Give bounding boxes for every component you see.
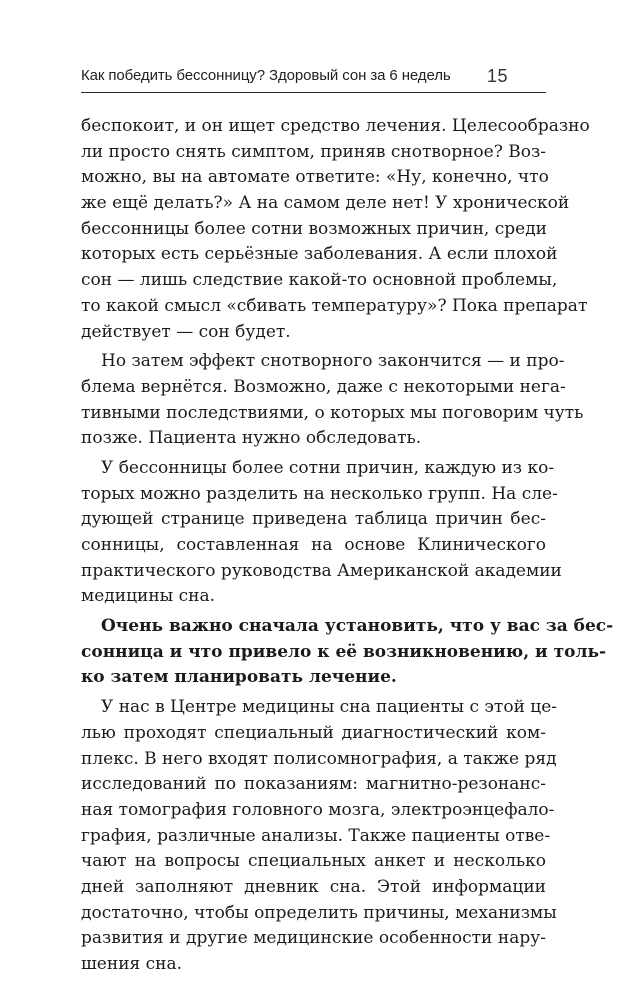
text-line: достаточно, чтобы определить причины, механизмы [81, 902, 557, 923]
text-line: можно, вы на автомате ответите: «Ну, конечно, что [81, 167, 549, 188]
text-line: то какой смысл «сбивать температуру»? Пока препарат [81, 295, 588, 316]
text-line: сон — лишь следствие какой-то основной проблемы, [81, 270, 558, 291]
text-line: У нас в Центре медицины сна пациенты с этой це- [101, 697, 558, 718]
text-line: плекс. В него входят полисомнография, а также ряд [81, 748, 557, 769]
text-line: чают на вопросы специальных анкет и несколько [81, 851, 546, 872]
text-line: тивными последствиями, о которых мы поговорим чуть [81, 402, 584, 423]
text-line: же ещё делать?» А на самом деле нет! У хронической [81, 193, 570, 214]
text-line: беспокоит, и он ищет средство лечения. Целесообразно [81, 116, 590, 136]
text-line: развития и другие медицинские особенности нару- [81, 928, 546, 949]
text-line: шения сна. [81, 954, 183, 974]
text-line: практического руководства Американской академии [81, 560, 562, 581]
text-line: ная томография головного мозга, электроэнцефало- [81, 799, 555, 820]
text-line: блема вернётся. Возможно, даже с некоторыми нега- [81, 376, 566, 397]
text-line: графия, различные анализы. Также пациенты отве- [81, 825, 551, 846]
text-line: позже. Пациента нужно обследовать. [81, 428, 422, 449]
text-line: Но затем эффект снотворного закончится — и про- [101, 351, 565, 372]
text-line: У бессонницы более сотни причин, каждую из ко- [101, 457, 555, 478]
text-line: которых есть серьёзные заболевания. А если плохой [81, 244, 558, 265]
text-line: ли просто снять симптом, приняв снотворное? Воз- [81, 141, 546, 162]
text-line: действует — сон будет. [81, 321, 291, 342]
text-line: дующей странице приведена таблица причин бес- [81, 509, 546, 530]
text-line: сонницы, составленная на основе Клинического [81, 535, 546, 555]
text-line: дней заполняют дневник сна. Этой информации [81, 876, 546, 897]
paragraph-1 [81, 114, 590, 345]
running-title: Как победить бессонницу? Здоровый сон за 6 недель [81, 67, 451, 84]
page-number: 15 [487, 66, 509, 86]
paragraph-2 [81, 349, 584, 452]
emphasis-paragraph [81, 614, 614, 691]
text-line: сонница и что привело к её возникновению, и толь- [81, 641, 607, 662]
text-line: торых можно разделить на несколько групп. На сле- [81, 483, 558, 504]
text-line: бессонницы более сотни возможных причин, среди [81, 218, 547, 239]
text-line: медицины сна. [81, 586, 215, 607]
text-line: исследований по показаниям: магнитно-резонанс- [81, 774, 546, 795]
text-line: лью проходят специальный диагностический ком- [81, 722, 546, 743]
paragraph-3 [81, 456, 562, 610]
body-text [81, 114, 614, 978]
running-head [81, 66, 546, 93]
text-line: Очень важно сначала установить, что у вас за бес- [101, 616, 614, 637]
text-line: ко затем планировать лечение. [81, 667, 397, 688]
paragraph-5 [81, 695, 558, 978]
